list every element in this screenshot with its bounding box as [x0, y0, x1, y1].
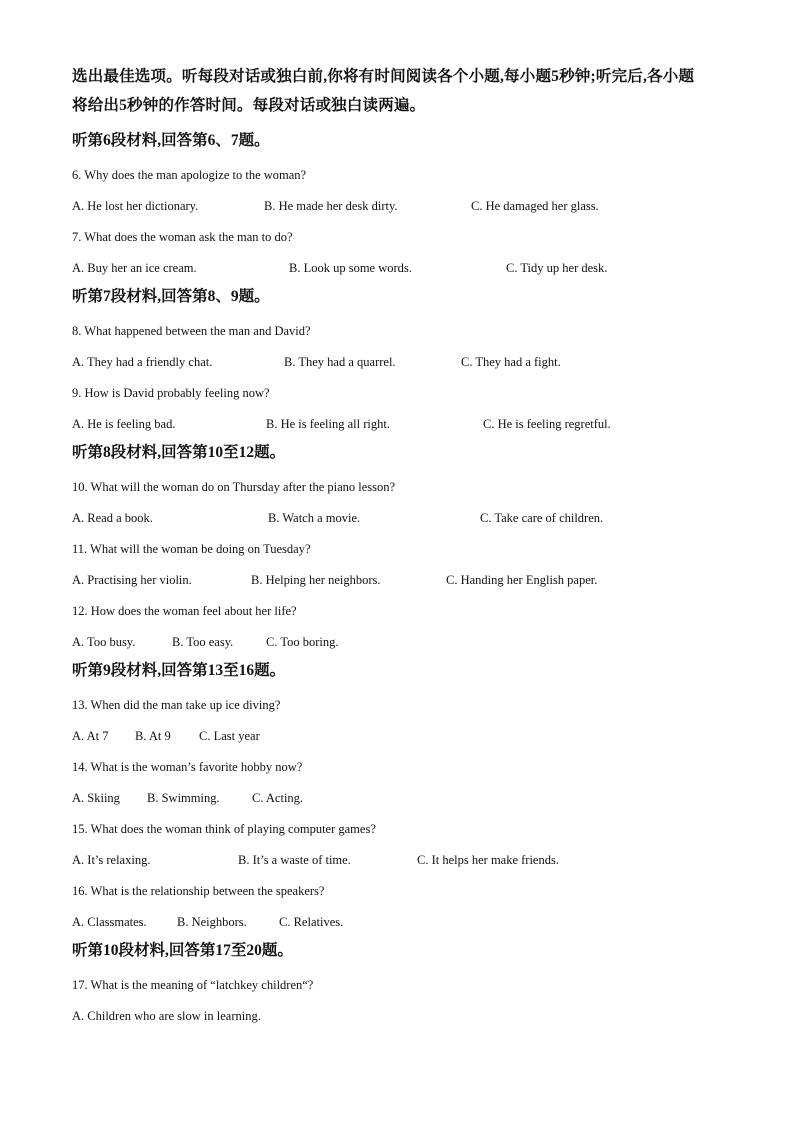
question: 9. How is David probably feeling now? [72, 386, 270, 400]
option-b: B. They had a quarrel. [284, 355, 396, 369]
section-header: 听第6段材料,回答第6、7题。 [72, 132, 270, 149]
section-header: 听第8段材料,回答第10至12题。 [72, 444, 286, 461]
option-a: A. Classmates. [72, 915, 147, 929]
option-b: B. Look up some words. [289, 261, 412, 275]
instructions-line: 选出最佳选项。听每段对话或独白前,你将有时间阅读各个小题,每小题5秒钟;听完后,各小题 [72, 68, 695, 85]
option-b: B. Neighbors. [177, 915, 247, 929]
option-b: B. Helping her neighbors. [251, 573, 381, 587]
question: 13. When did the man take up ice diving? [72, 698, 281, 712]
question: 12. How does the woman feel about her life? [72, 604, 297, 618]
option-b: B. It’s a waste of time. [238, 853, 351, 867]
question: 17. What is the meaning of “latchkey children“? [72, 978, 314, 992]
question: 6. Why does the man apologize to the woman? [72, 168, 307, 182]
instructions [72, 62, 732, 120]
option-b: B. Too easy. [172, 635, 234, 649]
option-b: B. He made her desk dirty. [264, 199, 398, 213]
options-row [72, 728, 732, 744]
option-a: A. Too busy. [72, 635, 136, 649]
option-a: A. He lost her dictionary. [72, 199, 199, 213]
options-row [72, 790, 732, 806]
option-b: B. Swimming. [147, 791, 220, 805]
options-row [72, 572, 732, 588]
option-c: C. He is feeling regretful. [483, 417, 611, 431]
option-c: C. It helps her make friends. [417, 853, 559, 867]
options-row [72, 198, 732, 214]
option-a: A. Practising her violin. [72, 573, 192, 587]
option-a: A. He is feeling bad. [72, 417, 176, 431]
options-row [72, 354, 732, 370]
option-c: C. They had a fight. [461, 355, 561, 369]
option-b: B. He is feeling all right. [266, 417, 390, 431]
section-header: 听第10段材料,回答第17至20题。 [72, 942, 293, 959]
question: 16. What is the relationship between the speakers? [72, 884, 325, 898]
options-row [72, 416, 732, 432]
option-a: A. Read a book. [72, 511, 153, 525]
option-c: C. Take care of children. [480, 511, 604, 525]
section-header: 听第9段材料,回答第13至16题。 [72, 662, 286, 679]
question: 10. What will the woman do on Thursday after the piano lesson? [72, 480, 396, 494]
option-c: C. Too boring. [266, 635, 339, 649]
options-row [72, 510, 732, 526]
option-c: C. He damaged her glass. [471, 199, 599, 213]
option-c: C. Handing her English paper. [446, 573, 598, 587]
option-a: A. They had a friendly chat. [72, 355, 213, 369]
question: 8. What happened between the man and David? [72, 324, 311, 338]
option-b: B. At 9 [135, 729, 171, 743]
options-row [72, 1008, 732, 1024]
option-a: A. It’s relaxing. [72, 853, 151, 867]
option-a: A. At 7 [72, 729, 109, 743]
options-row [72, 852, 732, 868]
question: 7. What does the woman ask the man to do? [72, 230, 293, 244]
question: 15. What does the woman think of playing computer games? [72, 822, 376, 836]
option-c: C. Acting. [252, 791, 304, 805]
options-row [72, 634, 732, 650]
question: 14. What is the woman’s favorite hobby now? [72, 760, 303, 774]
option-c: C. Last year [199, 729, 260, 743]
option-a: A. Children who are slow in learning. [72, 1009, 261, 1023]
option-a: A. Buy her an ice cream. [72, 261, 197, 275]
instructions-line: 将给出5秒钟的作答时间。每段对话或独白读两遍。 [72, 97, 426, 114]
option-c: C. Relatives. [279, 915, 344, 929]
question: 11. What will the woman be doing on Tuesday? [72, 542, 311, 556]
option-c: C. Tidy up her desk. [506, 261, 608, 275]
document-page [72, 62, 732, 1024]
options-row [72, 914, 732, 930]
options-row [72, 260, 732, 276]
option-a: A. Skiing [72, 791, 120, 805]
section-header: 听第7段材料,回答第8、9题。 [72, 288, 270, 305]
option-b: B. Watch a movie. [268, 511, 361, 525]
